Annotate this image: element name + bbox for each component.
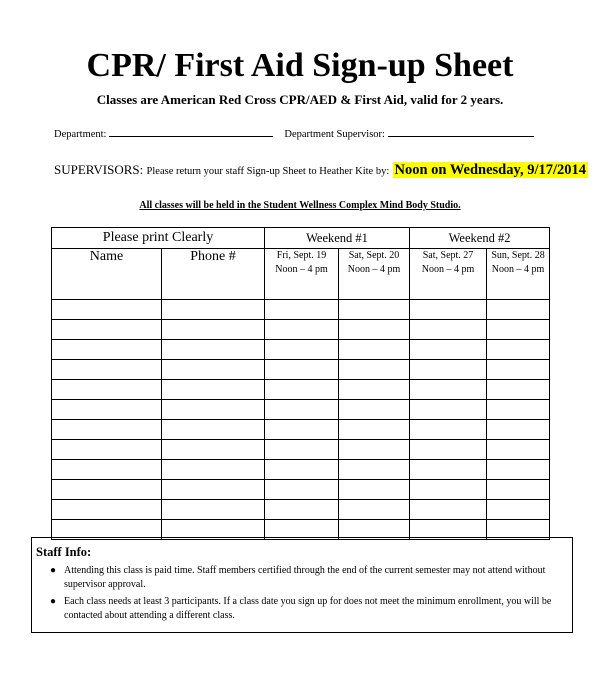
session-cell[interactable]: [410, 500, 487, 520]
supervisors-label: SUPERVISORS:: [54, 162, 144, 177]
name-cell[interactable]: [52, 380, 162, 400]
table-row: [52, 500, 550, 520]
session-time: Noon – 4 pm: [491, 264, 545, 275]
session-cell[interactable]: [265, 380, 339, 400]
session-cell[interactable]: [265, 440, 339, 460]
session-cell[interactable]: [487, 460, 550, 480]
session-cell[interactable]: [339, 480, 410, 500]
supervisors-instruction: Please return your staff Sign-up Sheet to Heather Kite by:: [146, 166, 390, 177]
signup-rows: [52, 300, 550, 540]
session-cell[interactable]: [410, 440, 487, 460]
name-column-header: Name: [52, 249, 162, 300]
session-cell[interactable]: [339, 380, 410, 400]
name-cell[interactable]: [52, 340, 162, 360]
phone-cell[interactable]: [162, 400, 265, 420]
session-cell[interactable]: [265, 500, 339, 520]
session-date: Sat, Sept. 27: [422, 250, 474, 261]
session-cell[interactable]: [410, 380, 487, 400]
name-cell[interactable]: [52, 500, 162, 520]
session-header: [265, 249, 339, 300]
session-cell[interactable]: [487, 420, 550, 440]
phone-cell[interactable]: [162, 300, 265, 320]
phone-cell[interactable]: [162, 320, 265, 340]
staff-info-list: [36, 564, 566, 626]
bullet-icon: ●: [50, 565, 57, 576]
name-cell[interactable]: [52, 300, 162, 320]
phone-cell[interactable]: [162, 440, 265, 460]
session-time: Noon – 4 pm: [347, 264, 401, 275]
session-cell[interactable]: [265, 360, 339, 380]
session-cell[interactable]: [339, 460, 410, 480]
name-cell[interactable]: [52, 460, 162, 480]
phone-cell[interactable]: [162, 500, 265, 520]
table-row: [52, 360, 550, 380]
print-clearly-header: Please print Clearly: [52, 228, 265, 249]
table-row: [52, 420, 550, 440]
name-cell[interactable]: [52, 440, 162, 460]
session-cell[interactable]: [487, 400, 550, 420]
phone-cell[interactable]: [162, 340, 265, 360]
table-row: [52, 320, 550, 340]
page-title: CPR/ First Aid Sign-up Sheet: [86, 47, 514, 84]
session-cell[interactable]: [339, 440, 410, 460]
name-cell[interactable]: [52, 400, 162, 420]
table-row: [52, 340, 550, 360]
session-cell[interactable]: [487, 440, 550, 460]
location-note: All classes will be held in the Student Wellness Complex Mind Body Studio.: [139, 200, 461, 211]
session-time: Noon – 4 pm: [421, 264, 475, 275]
session-cell[interactable]: [487, 340, 550, 360]
deadline-highlight: Noon on Wednesday, 9/17/2014: [394, 162, 587, 178]
table-row: [52, 400, 550, 420]
session-date: Fri, Sept. 19: [276, 250, 327, 261]
name-cell[interactable]: [52, 420, 162, 440]
session-cell[interactable]: [339, 300, 410, 320]
department-supervisor-label: Department Supervisor:: [284, 129, 385, 140]
table-row: [52, 440, 550, 460]
session-cell[interactable]: [265, 480, 339, 500]
department-line: [54, 126, 534, 140]
staff-info-item: [36, 564, 566, 592]
session-cell[interactable]: [410, 460, 487, 480]
session-cell[interactable]: [339, 320, 410, 340]
name-cell[interactable]: [52, 320, 162, 340]
department-supervisor-blank[interactable]: [388, 126, 534, 137]
session-cell[interactable]: [265, 340, 339, 360]
phone-cell[interactable]: [162, 480, 265, 500]
bullet-icon: ●: [50, 596, 57, 607]
session-time: Noon – 4 pm: [275, 264, 328, 275]
staff-info-text: Attending this class is paid time. Staff members certified through the end of the current semester may not attend without supervisor approval.: [64, 565, 546, 590]
session-cell[interactable]: [265, 420, 339, 440]
staff-info-box: [31, 537, 573, 633]
name-cell[interactable]: [52, 480, 162, 500]
session-cell[interactable]: [487, 300, 550, 320]
session-cell[interactable]: [487, 480, 550, 500]
table-row: [52, 480, 550, 500]
session-header: [487, 249, 550, 300]
name-cell[interactable]: [52, 360, 162, 380]
session-header: [339, 249, 410, 300]
signup-table: [51, 227, 550, 540]
session-cell[interactable]: [487, 360, 550, 380]
staff-info-title: Staff Info:: [36, 545, 92, 559]
session-cell[interactable]: [265, 460, 339, 480]
session-cell[interactable]: [487, 500, 550, 520]
session-cell[interactable]: [487, 320, 550, 340]
weekend-1-header: Weekend #1: [265, 228, 410, 249]
session-header: [410, 249, 487, 300]
session-cell[interactable]: [265, 320, 339, 340]
session-cell[interactable]: [487, 380, 550, 400]
session-cell[interactable]: [265, 400, 339, 420]
session-cell[interactable]: [265, 300, 339, 320]
session-cell[interactable]: [339, 360, 410, 380]
supervisors-notice: [54, 162, 588, 179]
phone-cell[interactable]: [162, 380, 265, 400]
phone-column-header: Phone #: [162, 249, 265, 300]
session-cell[interactable]: [410, 360, 487, 380]
session-cell[interactable]: [410, 300, 487, 320]
table-row: [52, 300, 550, 320]
session-cell[interactable]: [410, 400, 487, 420]
session-cell[interactable]: [339, 500, 410, 520]
department-blank[interactable]: [109, 126, 273, 137]
session-date: Sat, Sept. 20: [348, 250, 400, 261]
weekend-2-header: Weekend #2: [410, 228, 550, 249]
staff-info-item: [36, 595, 566, 623]
session-cell[interactable]: [410, 420, 487, 440]
session-cell[interactable]: [339, 340, 410, 360]
session-cell[interactable]: [339, 420, 410, 440]
session-cell[interactable]: [410, 320, 487, 340]
phone-cell[interactable]: [162, 460, 265, 480]
session-cell[interactable]: [339, 400, 410, 420]
table-row: [52, 380, 550, 400]
page-subtitle: Classes are American Red Cross CPR/AED & First Aid, valid for 2 years.: [96, 92, 504, 107]
staff-info-text: Each class needs at least 3 participants. If a class date you sign up for does not meet the minimum enrollment, you will be contacted about attending a different class.: [64, 596, 552, 621]
phone-cell[interactable]: [162, 360, 265, 380]
session-date: Sun, Sept. 28: [491, 250, 545, 261]
session-cell[interactable]: [410, 480, 487, 500]
department-label: Department:: [54, 129, 107, 140]
table-row: [52, 460, 550, 480]
session-cell[interactable]: [410, 340, 487, 360]
phone-cell[interactable]: [162, 420, 265, 440]
